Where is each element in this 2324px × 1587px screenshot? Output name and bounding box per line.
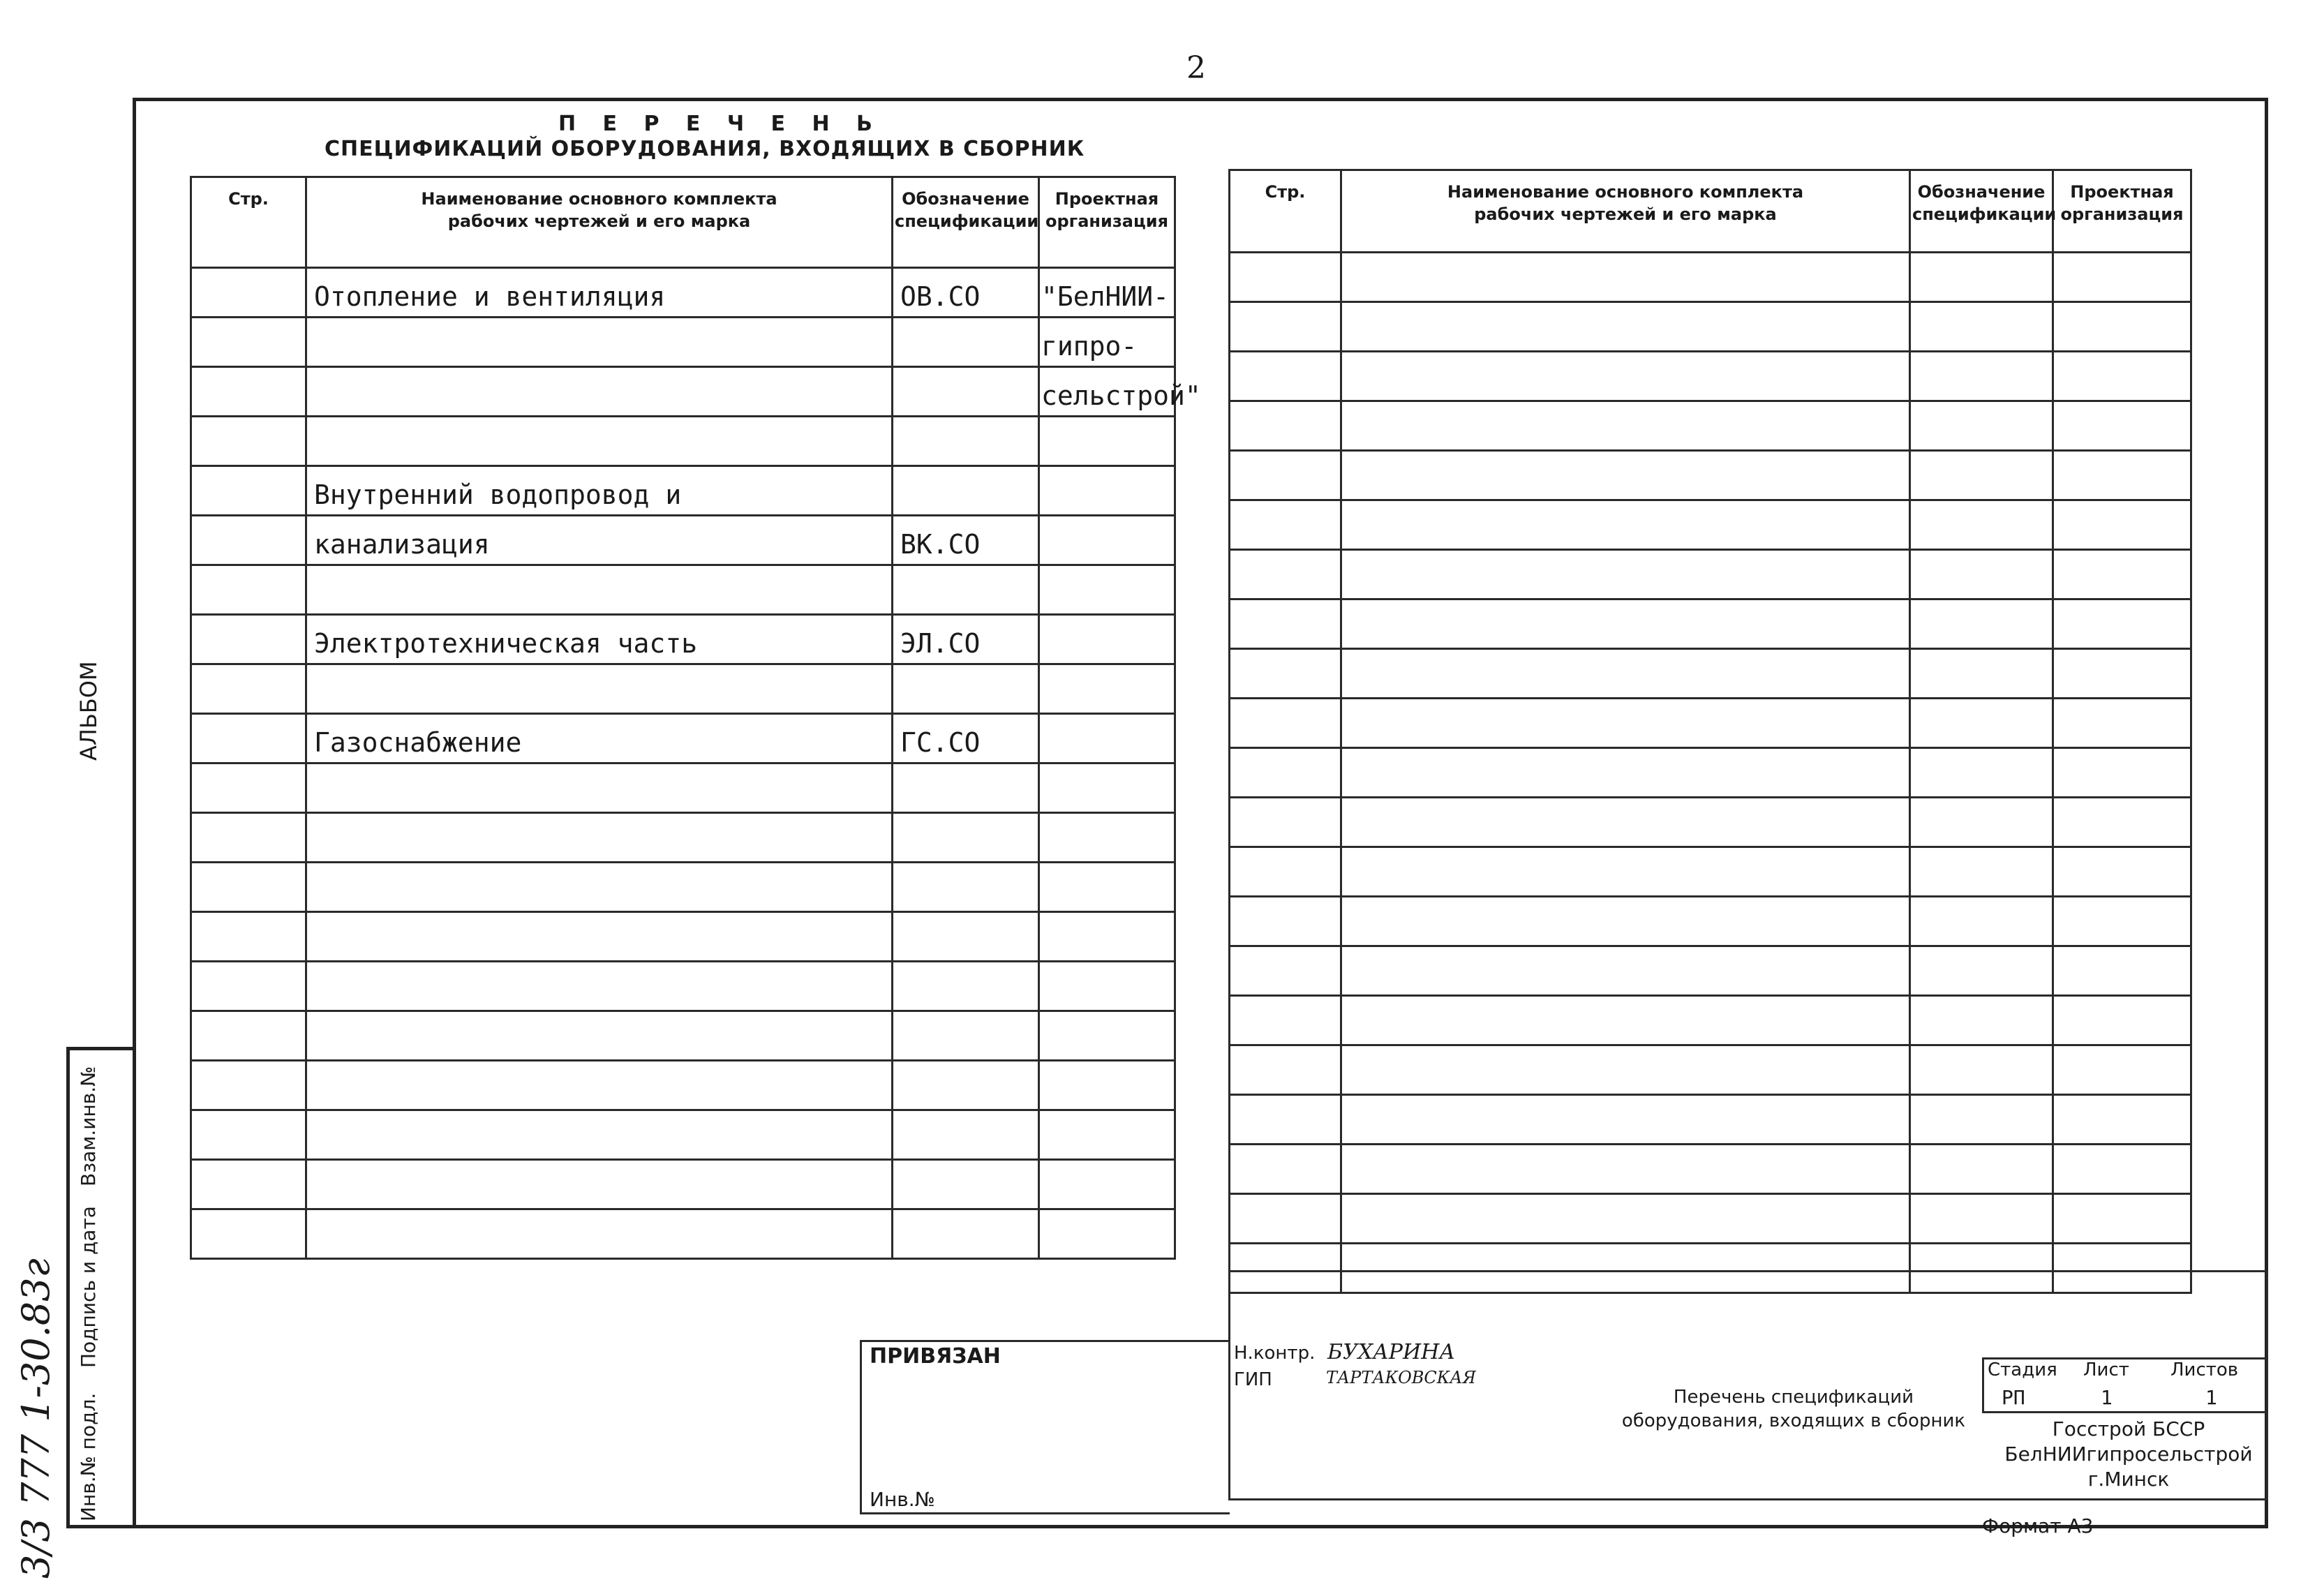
replace-inv-label: Взам.инв.№ [77,1066,100,1186]
cell-page [191,664,306,714]
cell-code [893,863,1039,912]
cell-empty [1230,451,1341,500]
sheets-label: Листов [2170,1359,2239,1380]
cell-empty [1230,401,1341,451]
cell-empty [1910,451,2053,500]
cell-org [1039,417,1175,466]
cell-org [1039,1209,1175,1259]
table-row [191,615,1175,664]
cell-empty [2053,798,2191,847]
left-spec-table [190,176,1201,1260]
table-row [191,268,1175,318]
cell-page [191,813,306,863]
cell-empty [2053,352,2191,401]
table-row [1230,550,2191,599]
cell-code [893,367,1039,417]
cell-code: ВК.СО [893,516,1039,565]
cell-empty [1230,550,1341,599]
cell-empty [1341,451,1910,500]
cell-empty [1341,1145,1910,1194]
cell-empty [2053,847,2191,897]
cell-page [191,714,306,763]
cell-empty [1230,1045,1341,1095]
cell-page [191,1160,306,1209]
page-number: 2 [1186,50,1206,86]
cell-org [1039,664,1175,714]
cell-name [306,813,893,863]
cell-name [306,417,893,466]
cell-code: ЭЛ.СО [893,615,1039,664]
cell-empty [1910,302,2053,352]
col-designation-header-right: Обозначение спецификации [1910,170,2053,253]
cell-code [893,1209,1039,1259]
cell-org [1039,1011,1175,1061]
cell-code [893,466,1039,516]
table-row [1230,1194,2191,1244]
inv-no-label: Инв.№ [870,1488,935,1511]
cell-org [1039,912,1175,962]
cell-code [893,565,1039,615]
cell-name: канализация [306,516,893,565]
cell-empty [1341,500,1910,550]
format-label: Формат А3 [1982,1514,2094,1537]
table-row [1230,798,2191,847]
table-row [191,714,1175,763]
table-row [191,1209,1175,1259]
cell-name [306,912,893,962]
gip-name: ТАРТАКОВСКАЯ [1326,1368,1476,1387]
cell-empty [1341,649,1910,699]
cell-name [306,1061,893,1110]
album-code: 3/3 777 1-30.83г [14,1258,58,1579]
cell-empty [1910,1145,2053,1194]
cell-empty [1910,996,2053,1045]
cell-empty [2053,748,2191,798]
cell-empty [2053,550,2191,599]
cell-empty [1230,748,1341,798]
cell-empty [1341,401,1910,451]
col-designation-header: Обозначение спецификации [893,177,1039,268]
cell-empty [2053,1145,2191,1194]
cell-empty [1910,1045,2053,1095]
cell-code [893,318,1039,367]
cell-empty [1230,847,1341,897]
attached-label: ПРИВЯЗАН [870,1344,1001,1369]
sheet-label: Лист [2083,1359,2129,1380]
cell-org [1039,714,1175,763]
page-title: П Е Р Е Ч Е Н Ь [558,112,882,136]
table-row [1230,253,2191,302]
cell-empty [1341,847,1910,897]
cell-empty [1910,1095,2053,1145]
cell-name [306,565,893,615]
table-row [191,813,1175,863]
table-row [191,1160,1175,1209]
n-control-name: БУХАРИНА [1327,1340,1456,1364]
album-label: АЛЬБОМ [75,661,102,761]
cell-page [191,615,306,664]
cell-empty [1910,401,2053,451]
cell-empty [1230,996,1341,1045]
cell-org [1039,466,1175,516]
cell-empty [1910,699,2053,748]
table-row [1230,897,2191,946]
cell-name [306,962,893,1011]
right-spec-table [1228,169,2192,1294]
table-row [191,962,1175,1011]
cell-empty [1341,946,1910,996]
table-row [1230,699,2191,748]
cell-org: сельстрой" [1039,367,1175,417]
table-row [1230,302,2191,352]
cell-code [893,912,1039,962]
cell-empty [2053,451,2191,500]
doc-title: Перечень спецификаций оборудования, входящих в сборник [1621,1387,1966,1431]
cell-name: Внутренний водопровод и [306,466,893,516]
cell-empty [1230,897,1341,946]
cell-page [191,1061,306,1110]
cell-empty [2053,1194,2191,1244]
cell-org [1039,516,1175,565]
table-row [1230,1045,2191,1095]
organization-block: Госстрой БССР БелНИИгипросельстрой г.Минск [2004,1417,2253,1491]
cell-empty [1341,302,1910,352]
table-row [191,1011,1175,1061]
col-name-header: Наименование основного комплекта рабочих чертежей и его марка [306,177,893,268]
cell-org [1039,1160,1175,1209]
cell-name [306,664,893,714]
cell-page [191,516,306,565]
cell-code: ОВ.СО [893,268,1039,318]
cell-empty [1910,599,2053,649]
cell-code [893,1011,1039,1061]
inv-orig-label: Инв.№ подл. [77,1392,100,1521]
cell-page [191,1011,306,1061]
cell-empty [1230,1194,1341,1244]
cell-empty [1341,352,1910,401]
cell-org: гипро- [1039,318,1175,367]
cell-empty [1230,649,1341,699]
cell-org [1039,615,1175,664]
cell-empty [1341,599,1910,649]
cell-empty [1341,897,1910,946]
cell-empty [2053,1045,2191,1095]
stage-value: РП [2002,1386,2025,1409]
gip-label: ГИП [1234,1369,1272,1390]
table-row [1230,500,2191,550]
table-row [191,1110,1175,1160]
cell-empty [2053,401,2191,451]
cell-page [191,1110,306,1160]
table-row [191,466,1175,516]
cell-empty [1230,352,1341,401]
cell-page [191,863,306,912]
cell-code: ГС.СО [893,714,1039,763]
cell-name [306,318,893,367]
cell-page [191,565,306,615]
table-row [191,417,1175,466]
cell-org [1039,565,1175,615]
table-row [191,318,1175,367]
col-page-header-right: Стр. [1230,170,1341,253]
table-row [191,863,1175,912]
cell-org [1039,863,1175,912]
cell-name [306,1110,893,1160]
cell-empty [1910,550,2053,599]
cell-empty [1230,253,1341,302]
table-row [191,912,1175,962]
cell-code [893,813,1039,863]
cell-name: Отопление и вентиляция [306,268,893,318]
table-row [1230,1145,2191,1194]
table-row [1230,748,2191,798]
cell-code [893,1110,1039,1160]
cell-page [191,962,306,1011]
cell-empty [1341,748,1910,798]
cell-name [306,367,893,417]
cell-empty [2053,946,2191,996]
cell-empty [1910,946,2053,996]
cell-empty [2053,649,2191,699]
table-row [191,1061,1175,1110]
cell-page [191,763,306,813]
cell-empty [1910,798,2053,847]
cell-empty [1230,946,1341,996]
cell-empty [1230,798,1341,847]
cell-empty [1230,302,1341,352]
cell-code [893,1061,1039,1110]
cell-org [1039,1110,1175,1160]
cell-empty [1910,1194,2053,1244]
cell-page [191,912,306,962]
cell-name: Электротехническая часть [306,615,893,664]
cell-empty [1910,847,2053,897]
cell-empty [1341,253,1910,302]
cell-code [893,763,1039,813]
col-org-header-right: Проектная организация [2053,170,2191,253]
table-row [1230,451,2191,500]
table-row [191,565,1175,615]
page-subtitle: СПЕЦИФИКАЦИЙ ОБОРУДОВАНИЯ, ВХОДЯЩИХ В СБОРНИК [325,137,1085,161]
table-row [191,763,1175,813]
table-row [1230,352,2191,401]
table-row [1230,996,2191,1045]
cell-empty [1230,1145,1341,1194]
table-row [191,664,1175,714]
col-name-header-right: Наименование основного комплекта рабочих чертежей и его марка [1341,170,1910,253]
cell-empty [2053,500,2191,550]
cell-org [1039,813,1175,863]
cell-empty [2053,699,2191,748]
col-page-header: Стр. [191,177,306,268]
cell-code [893,417,1039,466]
cell-empty [1341,1045,1910,1095]
cell-empty [1230,699,1341,748]
cell-empty [1230,1095,1341,1145]
cell-org: "БелНИИ- [1039,268,1175,318]
cell-org [1039,763,1175,813]
cell-empty [1910,253,2053,302]
cell-page [191,318,306,367]
cell-page [191,466,306,516]
table-row [1230,599,2191,649]
table-row [1230,401,2191,451]
cell-name: Газоснабжение [306,714,893,763]
sign-date-label: Подпись и дата [77,1206,100,1368]
sheets-value: 1 [2205,1386,2217,1409]
cell-empty [1230,599,1341,649]
table-row [1230,1095,2191,1145]
cell-empty [1341,996,1910,1045]
cell-org [1039,962,1175,1011]
sheet-value: 1 [2101,1386,2113,1409]
cell-empty [2053,599,2191,649]
n-control-label: Н.контр. [1234,1343,1316,1364]
cell-empty [1910,748,2053,798]
cell-name [306,1209,893,1259]
cell-empty [1341,1194,1910,1244]
table-row [191,516,1175,565]
cell-empty [1910,352,2053,401]
cell-code [893,664,1039,714]
cell-page [191,367,306,417]
cell-page [191,1209,306,1259]
table-row [1230,649,2191,699]
cell-empty [1230,500,1341,550]
cell-empty [1341,550,1910,599]
cell-empty [2053,996,2191,1045]
cell-code [893,1160,1039,1209]
cell-code [893,962,1039,1011]
cell-org [1039,1061,1175,1110]
cell-empty [1910,897,2053,946]
cell-empty [2053,253,2191,302]
cell-empty [2053,897,2191,946]
col-org-header: Проектная организация [1039,177,1175,268]
cell-empty [2053,302,2191,352]
cell-empty [1341,798,1910,847]
cell-empty [2053,1095,2191,1145]
cell-empty [1910,649,2053,699]
cell-empty [1341,699,1910,748]
stage-label: Стадия [1988,1359,2057,1380]
table-row [191,367,1175,417]
table-row [1230,946,2191,996]
cell-name [306,763,893,813]
cell-page [191,417,306,466]
cell-empty [1341,1095,1910,1145]
cell-name [306,1011,893,1061]
cell-name [306,863,893,912]
cell-empty [1910,500,2053,550]
table-row [1230,847,2191,897]
cell-name [306,1160,893,1209]
cell-page [191,268,306,318]
